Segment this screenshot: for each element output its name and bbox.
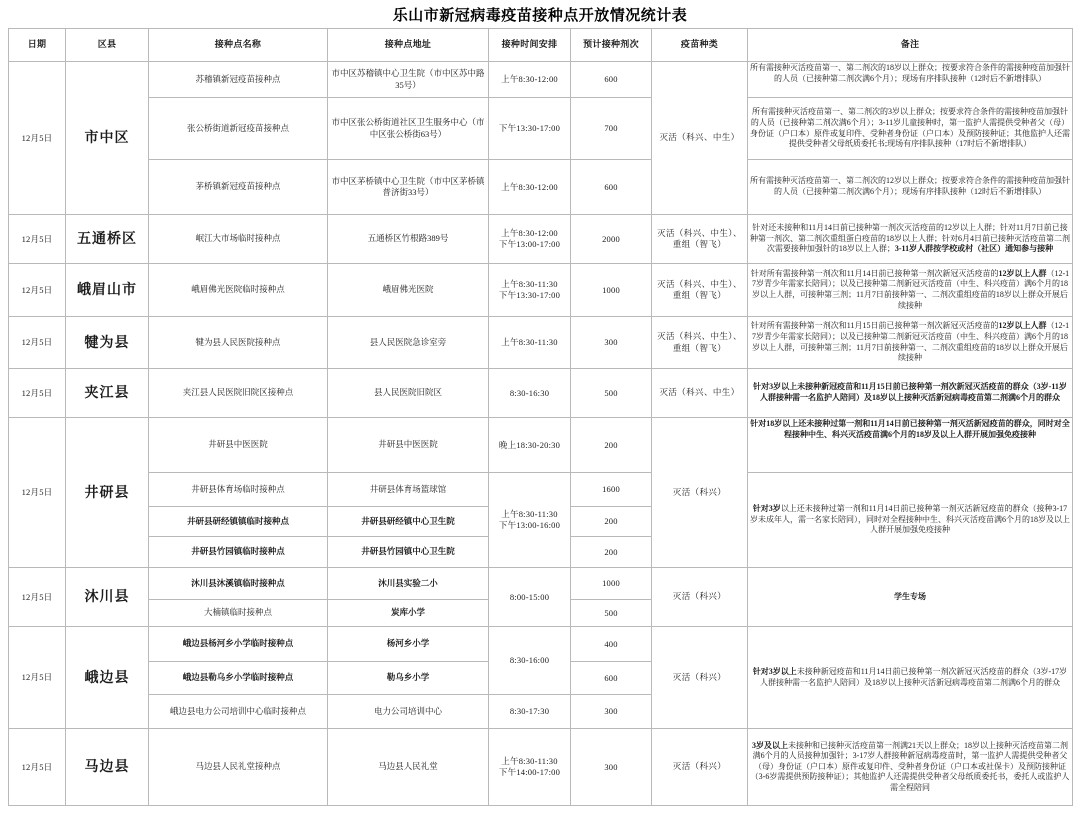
cell-date: 12月5日 <box>9 418 66 568</box>
column-header-time: 接种时间安排 <box>489 29 571 62</box>
cell-district: 犍为县 <box>66 317 149 369</box>
table-row <box>9 317 1073 369</box>
cell-date: 12月5日 <box>9 317 66 369</box>
cell-vaccine: 灭活（科兴） <box>652 568 748 627</box>
remarks-emphasis: 12岁以上人群 <box>998 268 1047 278</box>
cell-doses: 200 <box>571 418 652 473</box>
table-row <box>9 62 1073 98</box>
cell-time: 8:30-17:30 <box>489 695 571 729</box>
cell-time: 8:30-16:00 <box>489 627 571 695</box>
cell-date: 12月5日 <box>9 215 66 264</box>
time-afternoon: 下午13:00-16:00 <box>498 520 561 530</box>
cell-site: 井研县体育场临时接种点 <box>149 473 328 507</box>
cell-address: 县人民医院急诊室旁 <box>328 317 489 369</box>
cell-address: 市中区苏稽镇中心卫生院（市中区苏中路35号） <box>328 62 489 98</box>
cell-doses: 2000 <box>571 215 652 264</box>
cell-date: 12月5日 <box>9 729 66 806</box>
cell-doses: 400 <box>571 627 652 662</box>
remarks-emphasis: 针对3岁以上 <box>752 666 797 676</box>
table-row <box>9 98 1073 160</box>
cell-time: 8:00-15:00 <box>489 568 571 627</box>
cell-address: 五通桥区竹根路389号 <box>328 215 489 264</box>
cell-district: 井研县 <box>66 418 149 568</box>
cell-site: 峨边县勒乌乡小学临时接种点 <box>149 662 328 695</box>
cell-doses: 300 <box>571 317 652 369</box>
cell-time <box>489 215 571 264</box>
cell-address: 市中区茅桥镇中心卫生院（市中区茅桥镇普济街33号） <box>328 160 489 215</box>
table-row <box>9 627 1073 662</box>
vaccine-line-1: 灭活（科兴、中生）、 <box>657 331 742 342</box>
cell-address: 杨河乡小学 <box>328 627 489 662</box>
cell-vaccine: 灭活（科兴、中生） <box>652 62 748 215</box>
cell-address: 井研县研经镇中心卫生院 <box>328 507 489 537</box>
cell-remarks <box>748 627 1073 729</box>
column-header-vaccine: 疫苗种类 <box>652 29 748 62</box>
cell-address: 井研县竹园镇中心卫生院 <box>328 537 489 568</box>
vaccine-line-1: 灭活（科兴、中生）、 <box>657 278 742 289</box>
cell-district: 沐川县 <box>66 568 149 627</box>
cell-time: 晚上18:30-20:30 <box>489 418 571 473</box>
cell-doses: 500 <box>571 369 652 418</box>
cell-remarks <box>748 317 1073 369</box>
cell-site: 夹江县人民医院旧院区接种点 <box>149 369 328 418</box>
cell-remarks: 针对18岁以上还未接种过第一剂和11月14日前已接种第一剂灭活新冠疫苗的群众，同时对全程接种中生、科兴灭活疫苗满6个月的18岁及以上人群开展加强免疫接种 <box>748 418 1073 473</box>
time-morning: 上午8:30-12:00 <box>501 228 558 239</box>
cell-vaccine <box>652 264 748 317</box>
cell-time: 下午13:30-17:00 <box>489 98 571 160</box>
cell-site: 沐川县沐溪镇临时接种点 <box>149 568 328 600</box>
cell-doses: 200 <box>571 537 652 568</box>
cell-doses: 300 <box>571 695 652 729</box>
cell-address: 市中区张公桥街道社区卫生服务中心（市中区张公桥街63号） <box>328 98 489 160</box>
vaccine-line-2: 重组（智飞） <box>672 342 727 353</box>
time-afternoon: 下午14:00-17:00 <box>498 767 561 777</box>
remarks-part-c: （12-17岁青少年需家长陪同）；以及已接种第二剂新冠灭活疫苗（中生、科兴疫苗）满6个月的18岁以上人群，可接种第三剂；11月7日前接种第一、二剂次重组疫苗的18岁以上群众开展后续接种 <box>752 268 1070 310</box>
vaccine-line-2: 重组（智飞） <box>672 290 727 300</box>
cell-remarks <box>748 473 1073 568</box>
cell-remarks: 所有需接种灭活疫苗第一、第二剂次的18岁以上群众；按要求符合条件的需接种疫苗加强针的人员（已接种第二剂次满6个月）；现场有序排队接种（12时后不新增排队） <box>748 62 1073 98</box>
cell-time: 上午8:30-12:00 <box>489 62 571 98</box>
cell-remarks: 所有需接种灭活疫苗第一、第二剂次的3岁以上群众；按要求符合条件的需接种疫苗加强针的人员（已接种第二剂次满6个月）；3-11岁儿童接种时，第一监护人需提供受种者父（母）身份证（户口本）原件或复印件、受种者身份证（户口本）及预防接种证；其他监护人还需提供受种者父母纸质委托书;现场有序排队接种（17时后不新增排队） <box>748 98 1073 160</box>
cell-doses: 600 <box>571 62 652 98</box>
cell-time: 上午8:30-12:00 <box>489 160 571 215</box>
cell-site: 张公桥街道新冠疫苗接种点 <box>149 98 328 160</box>
table-row <box>9 160 1073 215</box>
column-header-site: 接种点名称 <box>149 29 328 62</box>
cell-time <box>489 264 571 317</box>
time-afternoon: 下午13:00-17:00 <box>498 239 561 249</box>
cell-remarks <box>748 215 1073 264</box>
cell-address: 井研县体育场篮球馆 <box>328 473 489 507</box>
remarks-emphasis: 3-11岁人群按学校或村（社区）通知参与接种 <box>894 244 1054 254</box>
cell-date: 12月5日 <box>9 369 66 418</box>
header-row <box>9 29 1073 62</box>
cell-address: 井研县中医医院 <box>328 418 489 473</box>
cell-doses: 700 <box>571 98 652 160</box>
table-body <box>9 62 1073 806</box>
table-row <box>9 215 1073 264</box>
table-row <box>9 264 1073 317</box>
cell-time: 8:30-16:30 <box>489 369 571 418</box>
remarks-text: 未接种和已接种灭活疫苗第一剂满21天以上群众；18岁以上接种灭活疫苗第二剂满6个月的人员接种加强针；3-17岁人群接种新冠病毒疫苗时，第一监护人需提供受种者父（母）身份证（户口本）原件或复印件、受种者身份证（户口本或社保卡）及预防接种证（3-6岁需提供预防接种证）；其他监护人还需提供受种者父母纸质委托书，委托人或监护人需全程陪同 <box>750 740 1070 792</box>
remarks-part-a: 针对所有需接种第一剂次和11月15日前已接种第一剂次新冠灭活疫苗的 <box>750 321 999 331</box>
cell-district: 马边县 <box>66 729 149 806</box>
vaccination-sites-table <box>8 28 1073 806</box>
cell-vaccine <box>652 317 748 369</box>
remarks-part-c: （12-17岁青少年需家长陪同）；以及已接种第二剂新冠灭活疫苗（中生、科兴疫苗）满6个月的18岁以上人群，可接种第三剂；11月7日前接种第一、二剂次重组疫苗的18岁以上群众开展后续接种 <box>752 321 1070 363</box>
cell-address: 县人民医院旧院区 <box>328 369 489 418</box>
remarks-emphasis: 3岁及以上 <box>752 740 788 750</box>
remarks-emphasis: 12岁以上人群 <box>998 321 1047 331</box>
cell-time <box>489 473 571 568</box>
cell-doses: 200 <box>571 507 652 537</box>
time-morning: 上午8:30-11:30 <box>501 279 558 290</box>
vaccine-line-2: 重组（智飞） <box>672 239 727 249</box>
table-header <box>9 29 1073 62</box>
table-row <box>9 418 1073 473</box>
remarks-text: 以上还未接种过第一剂和11月14日前已接种第一剂灭活新冠疫苗的群众（接种3-17岁未成年人，需一名家长陪同），同时对全程接种中生、科兴灭活疫苗满6个月的18岁及以上人群开展加强免疫接种 <box>750 504 1070 535</box>
cell-site: 井研县中医医院 <box>149 418 328 473</box>
cell-remarks <box>748 264 1073 317</box>
remarks-text: 未接种新冠疫苗和11月14日前已接种第一剂次新冠灭活疫苗的群众（3岁-17岁人群接种需一名监护人陪同）及18岁以上接种灭活新冠病毒疫苗第二剂满6个月的群众 <box>760 666 1068 687</box>
cell-vaccine: 灭活（科兴） <box>652 627 748 729</box>
cell-remarks: 所有需接种灭活疫苗第一、第二剂次的12岁以上群众；按要求符合条件的需接种疫苗加强针的人员（已接种第二剂次满6个月）；现场有序排队接种（12时后不新增排队） <box>748 160 1073 215</box>
cell-doses: 1000 <box>571 264 652 317</box>
cell-doses: 1600 <box>571 473 652 507</box>
cell-site: 茅桥镇新冠疫苗接种点 <box>149 160 328 215</box>
cell-site: 岷江大市场临时接种点 <box>149 215 328 264</box>
cell-address: 沐川县实验二小 <box>328 568 489 600</box>
table-row <box>9 729 1073 806</box>
cell-address: 马边县人民礼堂 <box>328 729 489 806</box>
cell-site: 井研县竹园镇临时接种点 <box>149 537 328 568</box>
cell-time: 上午8:30-11:30 <box>489 317 571 369</box>
cell-doses: 600 <box>571 160 652 215</box>
remarks-text: 针对还未接种和11月14日前已接种第一剂次灭活疫苗的12岁以上人群；针对11月7日前已接种第一剂次、第二剂次重组蛋白疫苗的18岁以上人群；针对6月4日前已接种灭活疫苗第二剂次需要接种加强针的18岁以上人群； <box>750 223 1070 254</box>
cell-vaccine <box>652 215 748 264</box>
column-header-doses: 预计接种剂次 <box>571 29 652 62</box>
cell-date: 12月5日 <box>9 568 66 627</box>
cell-district: 峨眉山市 <box>66 264 149 317</box>
time-morning: 上午8:30-11:30 <box>501 756 558 767</box>
column-header-district: 区县 <box>66 29 149 62</box>
cell-vaccine: 灭活（科兴、中生） <box>652 369 748 418</box>
remarks-part-a: 针对所有需接种第一剂次和11月14日前已接种第一剂次新冠灭活疫苗的 <box>750 268 999 278</box>
cell-date: 12月5日 <box>9 62 66 215</box>
cell-district: 五通桥区 <box>66 215 149 264</box>
table-row <box>9 568 1073 600</box>
cell-address: 电力公司培训中心 <box>328 695 489 729</box>
cell-date: 12月5日 <box>9 264 66 317</box>
cell-address: 勒乌乡小学 <box>328 662 489 695</box>
cell-address: 炭库小学 <box>328 600 489 627</box>
column-header-address: 接种点地址 <box>328 29 489 62</box>
cell-site: 峨边县杨河乡小学临时接种点 <box>149 627 328 662</box>
cell-vaccine: 灭活（科兴） <box>652 418 748 568</box>
page-title: 乐山市新冠病毒疫苗接种点开放情况统计表 <box>392 6 688 24</box>
cell-site: 马边县人民礼堂接种点 <box>149 729 328 806</box>
cell-doses: 300 <box>571 729 652 806</box>
column-header-remarks: 备注 <box>748 29 1073 62</box>
cell-district: 夹江县 <box>66 369 149 418</box>
remarks-emphasis: 针对3岁 <box>752 504 781 514</box>
table-row <box>9 369 1073 418</box>
table-row <box>9 473 1073 507</box>
cell-site: 苏稽镇新冠疫苗接种点 <box>149 62 328 98</box>
time-morning: 上午8:30-11:30 <box>501 509 558 520</box>
cell-address: 峨眉佛光医院 <box>328 264 489 317</box>
time-afternoon: 下午13:30-17:00 <box>498 290 561 300</box>
vaccine-line-1: 灭活（科兴、中生）、 <box>657 227 742 238</box>
cell-doses: 600 <box>571 662 652 695</box>
cell-district: 市中区 <box>66 62 149 215</box>
cell-date: 12月5日 <box>9 627 66 729</box>
cell-site: 犍为县人民医院接种点 <box>149 317 328 369</box>
cell-doses: 1000 <box>571 568 652 600</box>
cell-remarks <box>748 729 1073 806</box>
cell-time <box>489 729 571 806</box>
cell-vaccine: 灭活（科兴） <box>652 729 748 806</box>
cell-site: 峨眉佛光医院临时接种点 <box>149 264 328 317</box>
cell-remarks: 针对3岁以上未接种新冠疫苗和11月15日前已接种第一剂次新冠灭活疫苗的群众（3岁-11岁人群接种需一名监护人陪同）及18岁以上接种灭活新冠病毒疫苗第二剂满6个月的群众 <box>748 369 1073 418</box>
cell-district: 峨边县 <box>66 627 149 729</box>
cell-doses: 500 <box>571 600 652 627</box>
cell-site: 大楠镇临时接种点 <box>149 600 328 627</box>
column-header-date: 日期 <box>9 29 66 62</box>
cell-site: 井研县研经镇镇临时接种点 <box>149 507 328 537</box>
cell-remarks: 学生专场 <box>748 568 1073 627</box>
cell-site: 峨边县电力公司培训中心临时接种点 <box>149 695 328 729</box>
